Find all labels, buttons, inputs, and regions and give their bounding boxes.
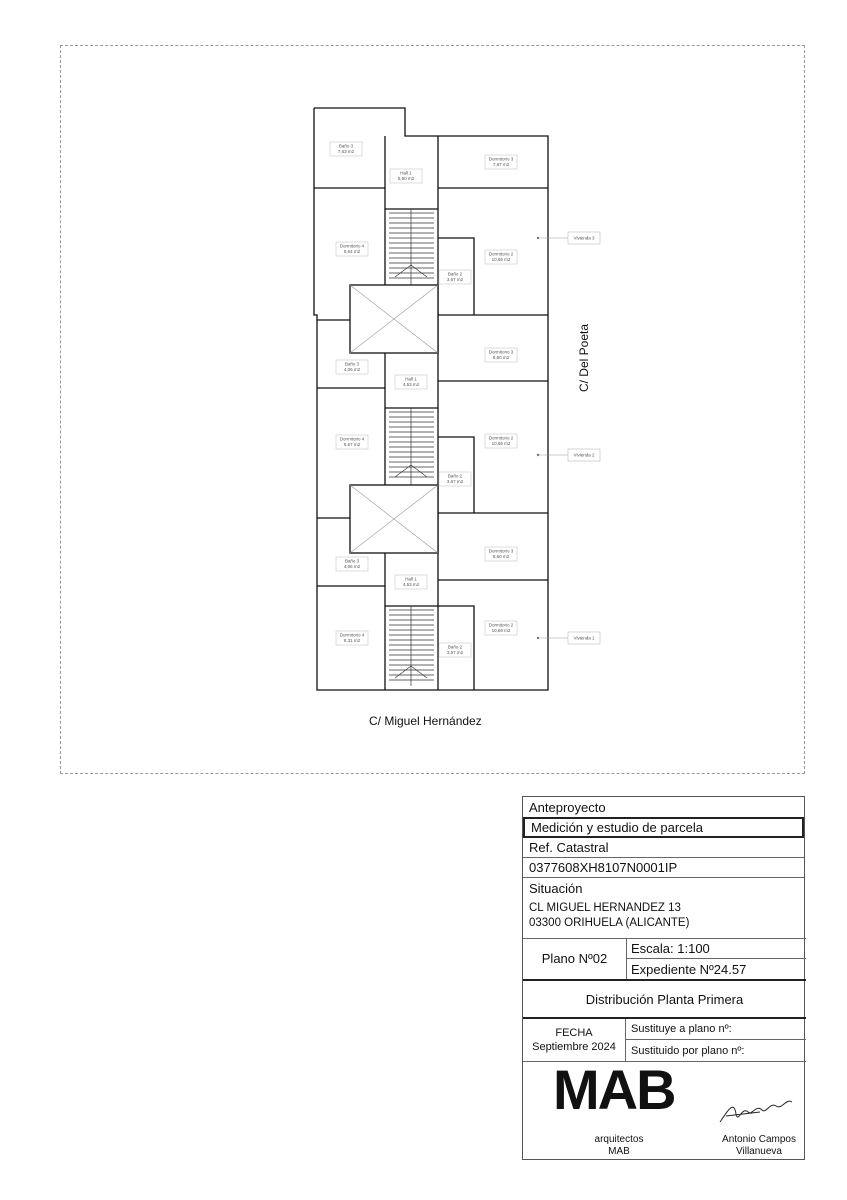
room-area: 8,60 m2 (492, 554, 510, 559)
room-area: 4,06 m2 (343, 564, 361, 569)
escala: Escala: 1:100 (626, 938, 806, 959)
firm-name (563, 1134, 675, 1158)
room-area: 7,87 m2 (492, 162, 510, 167)
mab-logo: MAB (553, 1058, 675, 1121)
anteproyecto-row: Anteproyecto (523, 797, 804, 818)
room-area: 9,67 m2 (343, 442, 361, 447)
room-name: Dormitorio 3 (488, 548, 514, 554)
author-line-2: Villanueva (736, 1146, 782, 1157)
room-name: Baño 2 (447, 644, 463, 650)
room-name: Baño 3 (344, 361, 360, 367)
room-area: 10,66 m2 (491, 441, 511, 446)
room-name: Dormitorio 2 (488, 251, 514, 257)
room-name: Dormitorio 2 (488, 622, 514, 628)
vivienda-dot (537, 454, 539, 456)
room-area: 4,53 m2 (402, 582, 420, 587)
room-area: 8,31 m2 (343, 638, 361, 643)
ref-value: 0377608XH8107N0001IP (523, 858, 804, 878)
room-name: Dormitorio 4 (339, 243, 365, 249)
room-area: 7,63 m2 (337, 149, 355, 154)
room-name: Dormitorio 3 (488, 349, 514, 355)
ref-label: Ref. Catastral (523, 838, 804, 858)
sustituido: Sustituido por plano nº: (631, 1044, 745, 1057)
room-area: 4,06 m2 (343, 367, 361, 372)
signature-icon (716, 1092, 796, 1132)
room-area: 4,53 m2 (402, 382, 420, 387)
room-name: Baño 3 (344, 558, 360, 564)
room-area: 3,67 m2 (446, 650, 464, 655)
vivienda-label: Vivienda 1 (573, 635, 595, 641)
room-name: Dormitorio 3 (488, 156, 514, 162)
vivienda-dot (537, 237, 539, 239)
vivienda-label: Vivienda 3 (573, 235, 595, 241)
room-name: Baño 2 (447, 473, 463, 479)
street-label-miguel-hernandez: C/ Miguel Hernández (369, 714, 482, 728)
author-name (716, 1134, 802, 1158)
fecha-value: Septiembre 2024 (532, 1041, 616, 1053)
author-line-1: Antonio Campos (722, 1134, 796, 1145)
sustituye: Sustituye a plano nº: (626, 1019, 806, 1040)
firm-line-2: MAB (608, 1146, 630, 1157)
room-name: Hall 1 (405, 576, 417, 582)
drawing-title: Distribución Planta Primera (523, 979, 806, 1019)
address-line-1: CL MIGUEL HERNANDEZ 13 (529, 902, 681, 914)
expediente: Expediente Nº24.57 (631, 961, 747, 977)
title-block (522, 796, 805, 1160)
room-name: Baño 2 (447, 271, 463, 277)
room-area: 9,64 m2 (343, 249, 361, 254)
vivienda-label: Vivienda 2 (573, 452, 595, 458)
situacion-label: Situación (529, 881, 583, 896)
firm-line-1: arquitectos (594, 1134, 644, 1145)
descripcion-row: Medición y estudio de parcela (523, 817, 804, 838)
street-label-del-poeta: C/ Del Poeta (577, 323, 591, 393)
fecha-label: FECHA (555, 1027, 593, 1039)
room-name: Dormitorio 2 (488, 435, 514, 441)
room-name: Hall 1 (400, 170, 412, 176)
room-area: 10,66 m2 (491, 257, 511, 262)
room-name: Dormitorio 4 (339, 436, 365, 442)
building-outline (314, 108, 548, 690)
room-name: Hall 1 (405, 376, 417, 382)
room-area: 3,67 m2 (446, 479, 464, 484)
room-name: Baño 3 (338, 143, 354, 149)
plano-number: Plano Nº02 (523, 938, 627, 979)
room-area: 3,67 m2 (446, 277, 464, 282)
room-name: Dormitorio 4 (339, 632, 365, 638)
room-area: 8,60 m2 (492, 355, 510, 360)
room-area: 10,66 m2 (491, 628, 511, 633)
address (529, 901, 689, 931)
vivienda-dot (537, 637, 539, 639)
room-area: 5,90 m2 (397, 176, 415, 181)
fecha-block (523, 1019, 626, 1061)
address-line-2: 03300 ORIHUELA (ALICANTE) (529, 917, 690, 929)
